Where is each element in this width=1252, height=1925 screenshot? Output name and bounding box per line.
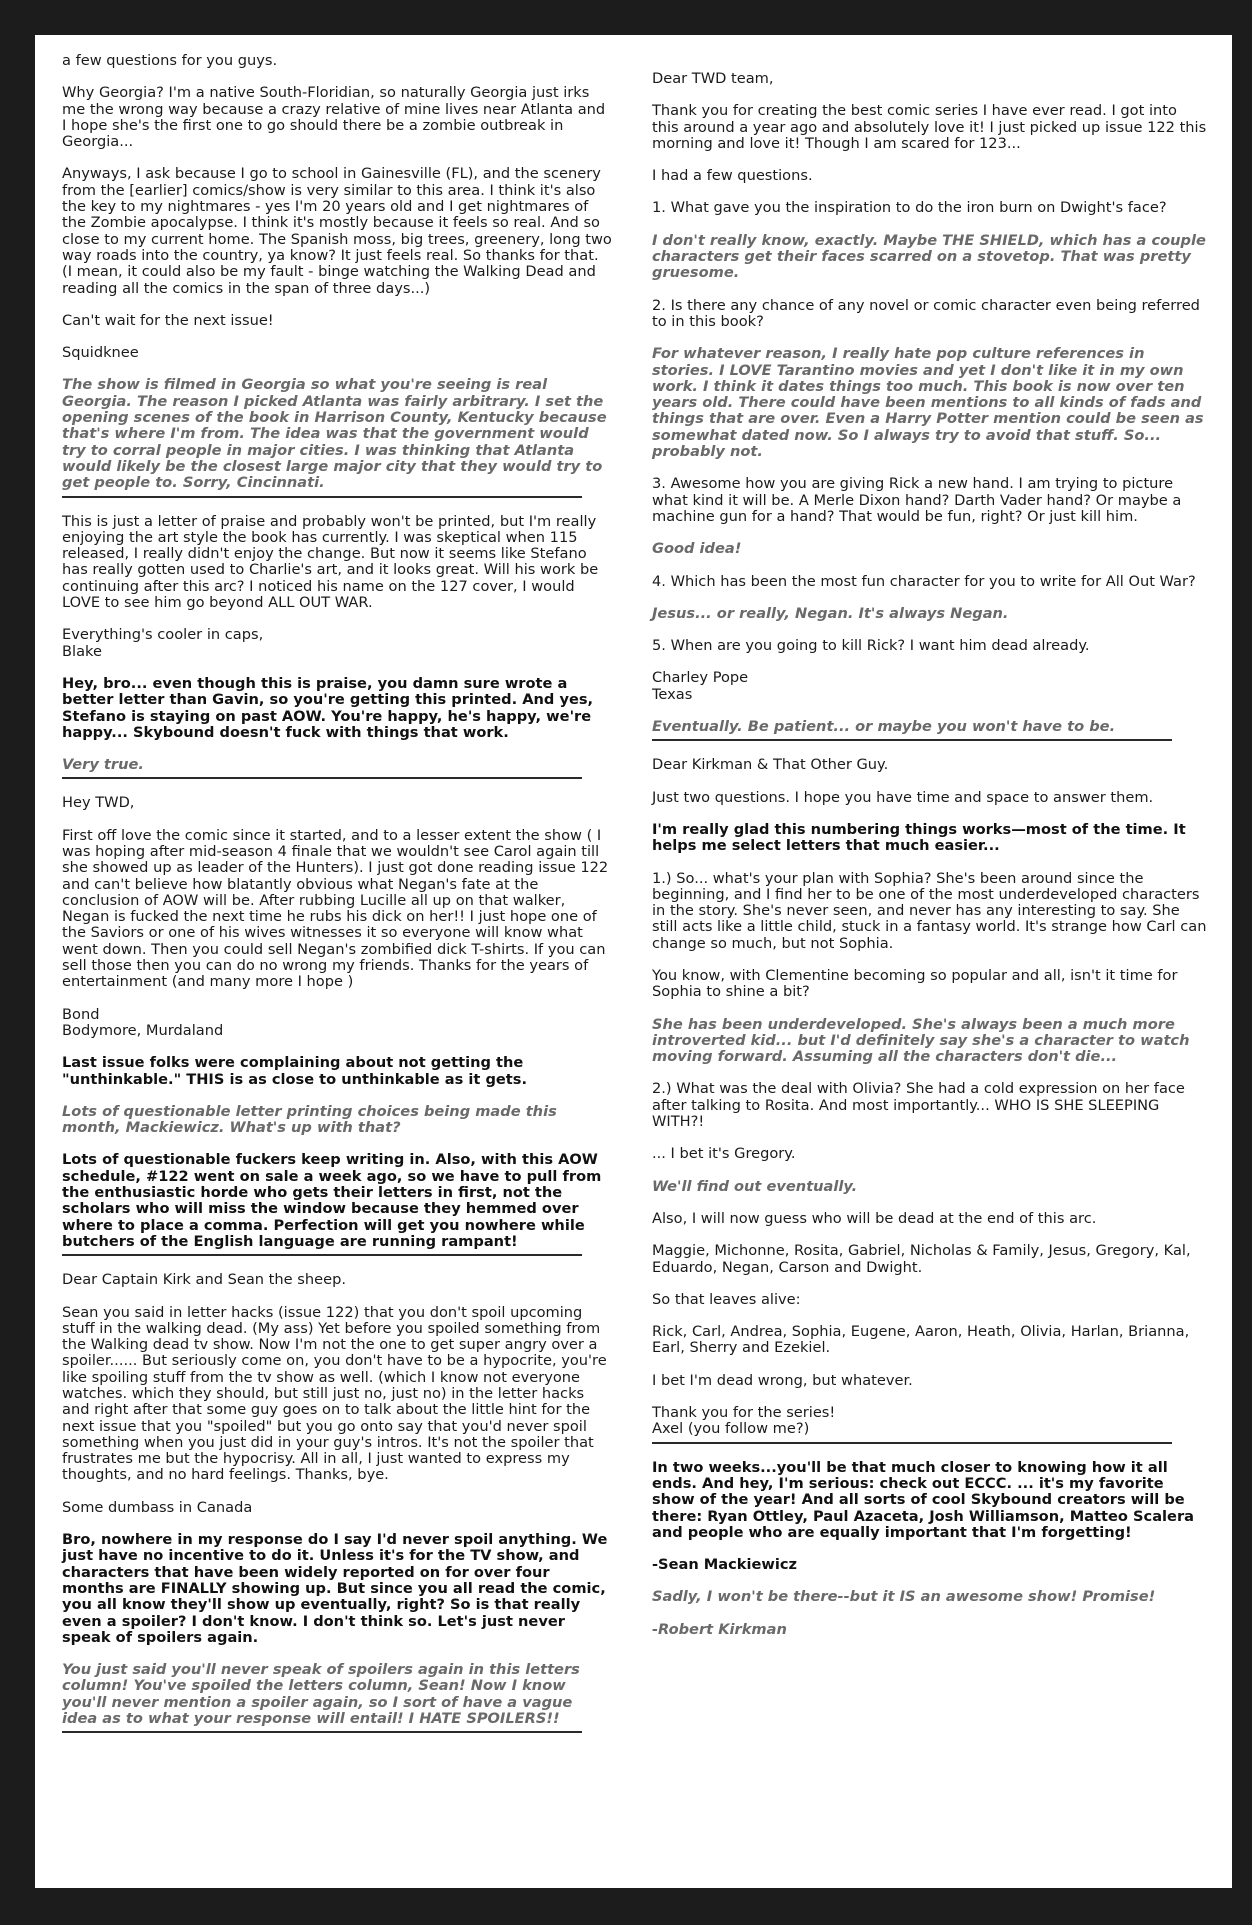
section-divider — [652, 1442, 1172, 1444]
reader-letter-paragraph: 1.) So... what's your plan with Sophia? She's been around since the beginning, and I find her to be one of the most underdeveloped characters in the story. She's never seen, and never has any interesting to say. She still acts like a little child, stuck in a fantasy world. It's strange how Carl can change so much, but not Sophia. — [652, 869, 1207, 952]
reader-letter-paragraph: 5. When are you going to kill Rick? I want him dead already. — [652, 637, 1090, 655]
editor-response-paragraph: I'm really glad this numbering things works—most of the time. It helps me select letters that much easier... — [652, 820, 1186, 855]
reader-letter-paragraph: Bond Bodymore, Murdaland — [62, 1005, 224, 1039]
writer-response-paragraph: Very true. — [62, 756, 144, 774]
reader-letter-paragraph: Thank you for creating the best comic series I have ever read. I got into this around a year ago and absolutely love it! I just picked up issue 122 this morning and love it! Though I am scared for 123... — [652, 102, 1207, 152]
writer-response-paragraph: You just said you'll never speak of spoilers again in this letters column! You've spoiled the letters column, Sean! Now I know you'll never mention a spoiler again, so I sort of have a vague idea as to what your response will entail! I HATE SPOILERS!! — [62, 1661, 580, 1728]
editor-response-paragraph: Lots of questionable fuckers keep writing in. Also, with this AOW schedule, #122 went on sale a week ago, so we have to pull from the enthusiastic horde who gets their letters in first, not the scholars who will miss the window because they hemmed over where to place a comma. Perfection will get you nowhere while butchers of the English language are running rampant! — [62, 1151, 602, 1250]
editor-response-paragraph: Last issue folks were complaining about not getting the "unthinkable." THIS is as close to unthinkable as it gets. — [62, 1054, 528, 1088]
reader-letter-paragraph: Anyways, I ask because I go to school in Gainesville (FL), and the scenery from the [earlier] comics/show is very similar to this area. I think it's also the key to my nightmares - yes I'm 20 years old and I get nightmares of the Zombie apocalypse. I think it's mostly because it feels so real. And so close to my current home. The Spanish moss, big trees, greenery, long two way roads into the country, ya know? It just feels real. So thanks for that. (I mean, it could also be my fault - binge watching the Walking Dead and reading all the comics in the span of three days...) — [62, 165, 612, 297]
reader-letter-paragraph: I had a few questions. — [652, 167, 813, 185]
section-divider — [652, 739, 1172, 741]
section-divider — [62, 496, 582, 498]
reader-letter-paragraph: Dear Captain Kirk and Sean the sheep. — [62, 1271, 346, 1289]
reader-letter-paragraph: Sean you said in letter hacks (issue 122) that you don't spoil upcoming stuff in the walking dead. (My ass) Yet before you spoiled something from the Walking dead tv show. Now I'm not the one to get super angry over a spoiler...... But seriously come on, you don't have to be a hypocrite, you're like spoiling stuff from the tv show as well. (which I know not everyone watches. which they should, but still just no, just no) in the letter hacks and right after that some guy goes on to talk about the little hint for the next issue that you "spoiled" but you go onto say that you'd never spoil something when you just did in your guy's intros. It's not the spoiler that frustrates me but the hypocrisy. All in all, I just wanted to express my thoughts, and no hard feelings. Thanks, bye. — [62, 1303, 607, 1484]
writer-response-paragraph: Sadly, I won't be there--but it IS an awesome show! Promise! — [652, 1588, 1156, 1606]
section-divider — [62, 1731, 582, 1733]
reader-letter-paragraph: Dear TWD team, — [652, 70, 774, 87]
section-divider — [62, 1254, 582, 1256]
reader-letter-paragraph: Some dumbass in Canada — [62, 1498, 253, 1516]
writer-response-paragraph: Jesus... or really, Negan. It's always Negan. — [652, 604, 1009, 622]
reader-letter-paragraph: 1. What gave you the inspiration to do the iron burn on Dwight's face? — [652, 199, 1167, 217]
reader-letter-paragraph: Thank you for the series! Axel (you follow me?) — [652, 1404, 836, 1438]
reader-letter-paragraph: 4. Which has been the most fun character for you to write for All Out War? — [652, 572, 1196, 590]
reader-letter-paragraph: 2. Is there any chance of any novel or comic character even being referred to in this book? — [652, 296, 1200, 330]
writer-response-paragraph: She has been underdeveloped. She's always been a much more introverted kid... but I'd definitely say she's a character to watch moving forward. Assuming all the characters don't die... — [652, 1015, 1190, 1066]
reader-letter-paragraph: Can't wait for the next issue! — [62, 311, 274, 329]
reader-letter-paragraph: So that leaves alive: — [652, 1290, 801, 1308]
reader-letter-paragraph: Maggie, Michonne, Rosita, Gabriel, Nicholas & Family, Jesus, Gregory, Kal, Eduardo, Negan, Carson and Dwight. — [652, 1242, 1191, 1276]
reader-letter-paragraph: a few questions for you guys. — [62, 52, 278, 69]
reader-letter-paragraph: Why Georgia? I'm a native South-Floridian, so naturally Georgia just irks me the wrong way because a crazy relative of mine lives near Atlanta and I hope she's the first one to go should there be a zombie outbreak in Georgia... — [62, 84, 606, 151]
reader-letter-paragraph: 3. Awesome how you are giving Rick a new hand. I am trying to picture what kind it will be. A Merle Dixon hand? Darth Vader hand? Or maybe a machine gun for a hand? That would be fun, right? Or just kill him. — [652, 475, 1182, 525]
reader-letter-paragraph: Just two questions. I hope you have time and space to answer them. — [652, 788, 1154, 806]
left-column — [62, 53, 612, 1749]
editor-response-paragraph: Bro, nowhere in my response do I say I'd never spoil anything. We just have no incentive to do it. Unless it's for the TV show, and characters that have been widely reported on for over four months are FINALLY showing up. But since you all read the comic, you all know they'll show up eventually, right? So is that really even a spoiler? I don't know. I don't think so. Let's just never speak of spoilers again. — [62, 1531, 608, 1646]
reader-letter-paragraph: Everything's cooler in caps, Blake — [62, 626, 264, 660]
reader-letter-paragraph: I bet I'm dead wrong, but whatever. — [652, 1371, 913, 1389]
writer-response-paragraph: We'll find out eventually. — [652, 1177, 858, 1195]
reader-letter-paragraph: ... I bet it's Gregory. — [652, 1145, 796, 1163]
writer-response-paragraph: For whatever reason, I really hate pop culture references in stories. I LOVE Tarantino movies and yet I don't like it in my own work. I think it dates things too much. This book is now over ten years old. There could have been mentions to all kinds of fads and things that are over. Even a Harry Potter mention could be seen as somewhat dated now. So I always try to avoid that stuff. So... probably not. — [652, 345, 1204, 461]
reader-letter-paragraph: Dear Kirkman & That Other Guy. — [652, 756, 889, 774]
reader-letter-paragraph: Also, I will now guess who will be dead at the end of this arc. — [652, 1209, 1097, 1227]
writer-response-paragraph: Lots of questionable letter printing choices being made this month, Mackiewicz. What's up with that? — [62, 1102, 557, 1137]
editor-response-paragraph: -Sean Mackiewicz — [652, 1556, 798, 1574]
reader-letter-paragraph: Squidknee — [62, 344, 139, 362]
writer-response-paragraph: Eventually. Be patient... or maybe you won't have to be. — [652, 718, 1116, 736]
writer-response-paragraph: I don't really know, exactly. Maybe THE SHIELD, which has a couple characters get their faces scarred on a stovetop. That was pretty gruesome. — [652, 231, 1206, 282]
writer-response-paragraph: Good idea! — [652, 540, 742, 558]
editor-response-paragraph: Hey, bro... even though this is praise, you damn sure wrote a better letter than Gavin, so you're getting this printed. And yes, Stefano is staying on past AOW. You're happy, he's happy, we're happy... Skybound doesn't fuck with things that work. — [62, 674, 594, 741]
letters-page — [35, 35, 1232, 1888]
reader-letter-paragraph: Hey TWD, — [62, 794, 135, 812]
reader-letter-paragraph: This is just a letter of praise and probably won't be printed, but I'm really enjoying the art style the book has currently. I was skeptical when 115 released, I really didn't enjoy the change. But now it seems like Stefano has really gotten used to Charlie's art, and it looks great. Will his work be continuing after this arc? I noticed his name on the 127 cover, I would LOVE to see him go beyond ALL OUT WAR. — [62, 512, 599, 612]
reader-letter-paragraph: Charley Pope Texas — [652, 669, 749, 703]
editor-response-paragraph: In two weeks...you'll be that much closer to knowing how it all ends. And hey, I'm serious: check out ECCC. ... it's my favorite show of the year! And all sorts of cool Skybound creators will be there: Ryan Ottley, Paul Azaceta, Josh Williamson, Matteo Scalera and people who are equally important that I'm forgetting! — [652, 1458, 1194, 1541]
right-column — [652, 71, 1207, 1654]
reader-letter-paragraph: First off love the comic since it started, and to a lesser extent the show ( I was hoping after mid-season 4 finale that we wouldn't see Carol again till she showed up as leader of the Hunters). I just got done reading issue 122 and can't believe how blatantly obvious what Negan's fate at the conclusion of AOW will be. After rubbing Lucille all up on that walker, Negan is fucked the next time he rubs his dick on her!! I just hope one of the Saviors or one of his wives witnesses it so everyone will know what went down. Then you could sell Negan's zombified dick T-shirts. If you can sell those then you can do no wrong my friends. Thanks for the years of entertainment (and many more I hope ) — [62, 826, 609, 991]
section-divider — [62, 777, 582, 779]
reader-letter-paragraph: Rick, Carl, Andrea, Sophia, Eugene, Aaron, Heath, Olivia, Harlan, Brianna, Earl, Sherry and Ezekiel. — [652, 1323, 1190, 1357]
reader-letter-paragraph: You know, with Clementine becoming so popular and all, isn't it time for Sophia to shine a bit? — [652, 966, 1178, 1001]
reader-letter-paragraph: 2.) What was the deal with Olivia? She had a cold expression on her face after talking to Rosita. And most importantly... WHO IS SHE SLEEPING WITH?! — [652, 1080, 1185, 1131]
writer-response-paragraph: -Robert Kirkman — [652, 1620, 787, 1638]
writer-response-paragraph: The show is filmed in Georgia so what you're seeing is real Georgia. The reason I picked Atlanta was fairly arbitrary. I set the opening scenes of the book in Harrison County, Kentucky because that's where I'm from. The idea was that the government would try to corral people in major cities. I was thinking that Atlanta would likely be the closest large major city that they would try to get people to. Sorry, Cincinnati. — [62, 376, 607, 492]
